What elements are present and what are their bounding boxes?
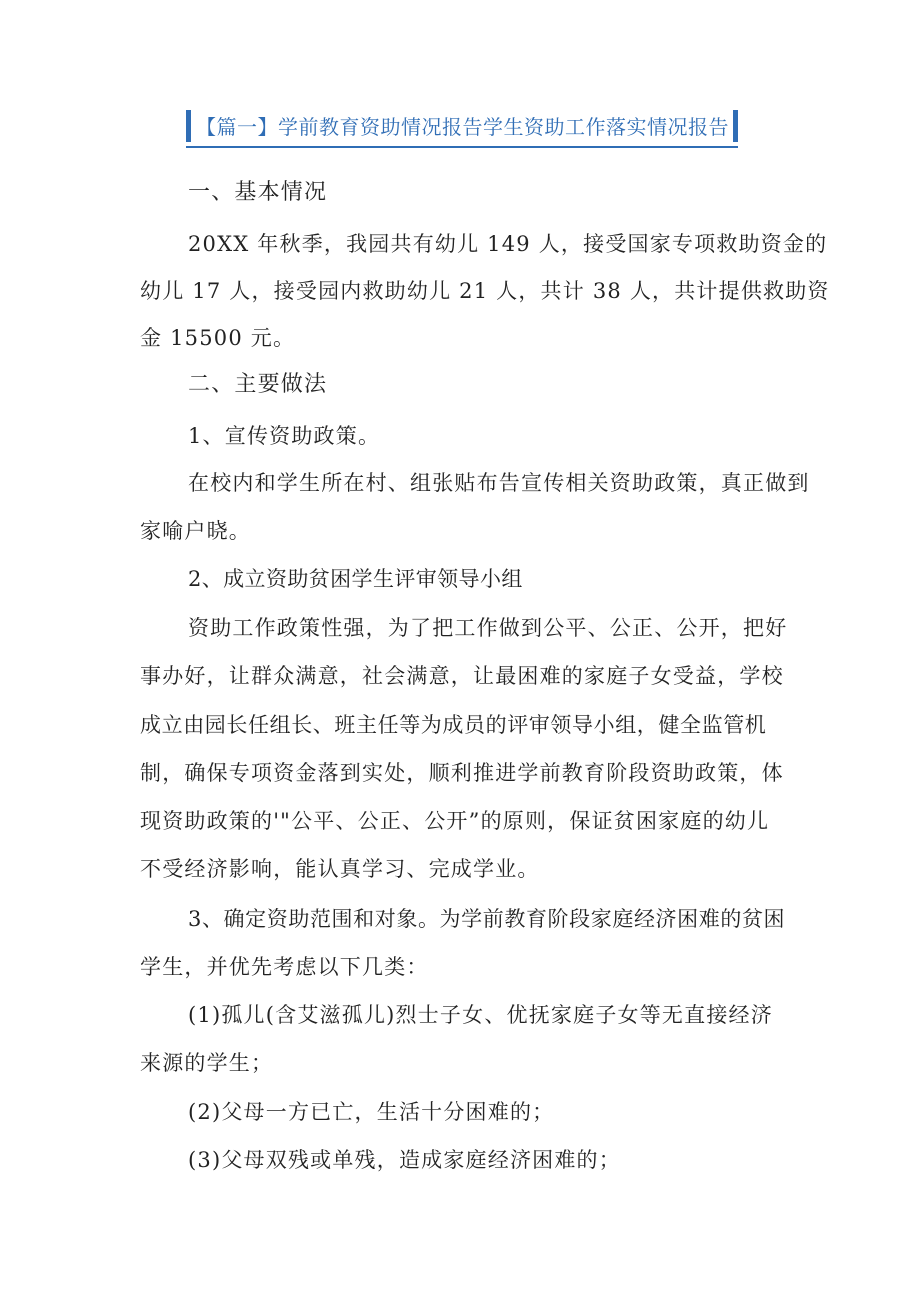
paragraph-line: 成立由园长任组长、班主任等为成员的评审领导小组，健全监管机	[140, 713, 767, 737]
title-underline	[186, 146, 738, 148]
document-title-block	[186, 110, 738, 150]
list-item-line: (2)父母一方已亡，生活十分困难的；	[188, 1100, 555, 1124]
section-heading-basic: 一、基本情况	[188, 180, 328, 205]
list-item-line: (3)父母双残或单残，造成家庭经济困难的；	[188, 1148, 621, 1172]
section-heading-methods: 二、主要做法	[188, 372, 328, 397]
paragraph-line: 家喻户晓。	[140, 519, 251, 543]
paragraph-line: 不受经济影响，能认真学习、完成学业。	[140, 857, 540, 881]
paragraph-line: 现资助政策的'"公平、公正、公开”的原则，保证贫困家庭的幼儿	[140, 809, 770, 833]
paragraph-line: 事办好，让群众满意，社会满意，让最困难的家庭子女受益，学校	[140, 664, 784, 688]
paragraph-line: 金 15500 元。	[140, 326, 296, 350]
title-right-bar	[733, 110, 738, 142]
subheading-line: 2、成立资助贫困学生评审领导小组	[188, 567, 523, 591]
paragraph-line: 幼儿 17 人，接受园内救助幼儿 21 人，共计 38 人，共计提供救助资	[140, 279, 830, 303]
title-left-bar	[186, 110, 191, 142]
list-item-line: 来源的学生；	[140, 1051, 274, 1075]
list-item-line: (1)孤儿(含艾滋孤儿)烈士子女、优抚家庭子女等无直接经济	[188, 1003, 773, 1027]
document-title: 【篇一】学前教育资助情况报告学生资助工作落实情况报告	[196, 115, 729, 139]
paragraph-line: 资助工作政策性强，为了把工作做到公平、公正、公开，把好	[188, 616, 788, 640]
paragraph-line: 20XX 年秋季，我园共有幼儿 149 人，接受国家专项救助资金的	[188, 232, 828, 256]
subheading-line: 1、宣传资助政策。	[188, 424, 381, 448]
paragraph-line: 学生，并优先考虑以下几类：	[140, 955, 429, 979]
paragraph-line: 制，确保专项资金落到实处，顺利推进学前教育阶段资助政策，体	[140, 761, 784, 785]
paragraph-line: 在校内和学生所在村、组张贴布告宣传相关资助政策，真正做到	[188, 471, 810, 495]
paragraph-line: 3、确定资助范围和对象。为学前教育阶段家庭经济困难的贫困	[188, 907, 786, 931]
